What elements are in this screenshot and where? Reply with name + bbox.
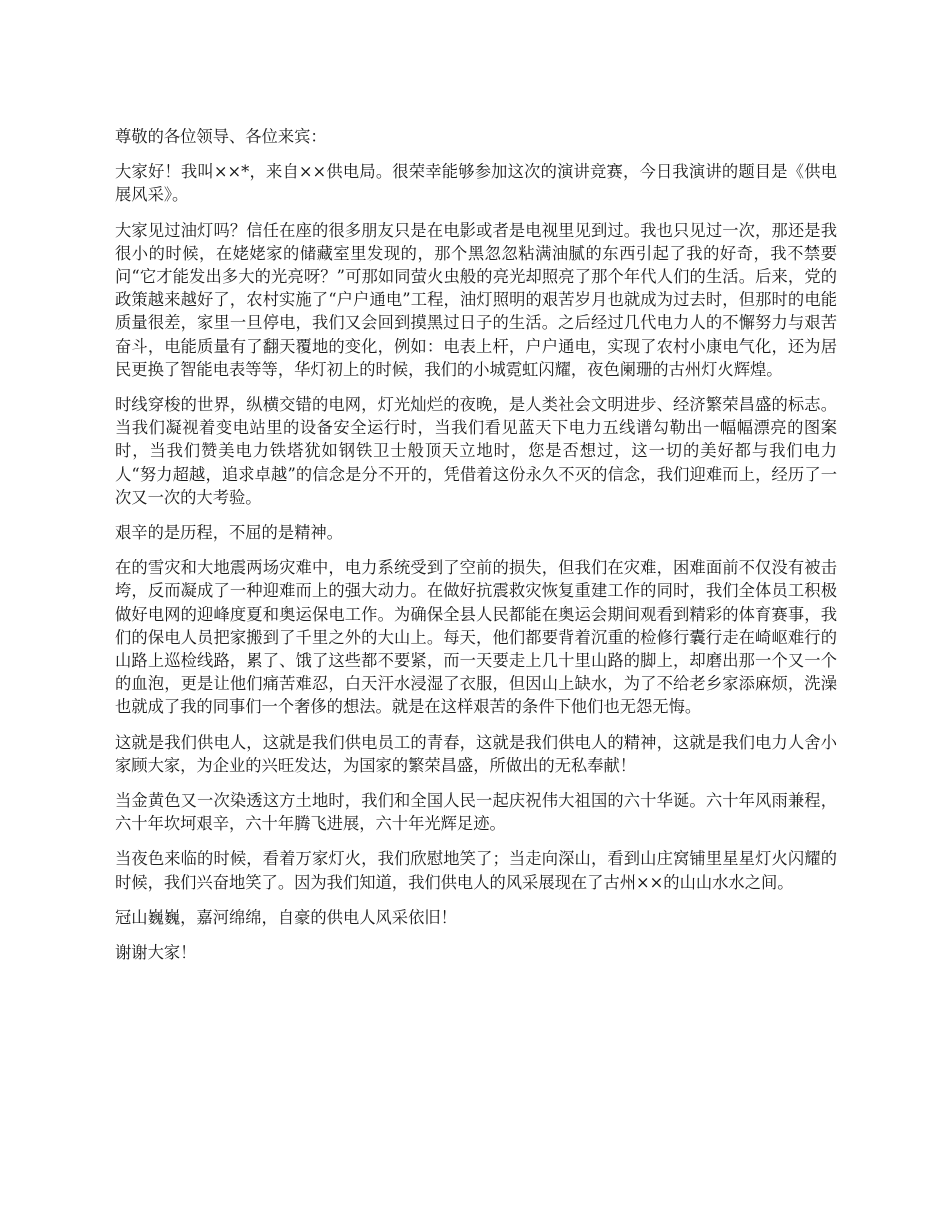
body-paragraph: 时线穿梭的世界，纵横交错的电网，灯光灿烂的夜晚，是人类社会文明进步、经济繁荣昌盛的标志。当我们凝视着变电站里的设备安全运行时，当我们看见蓝天下电力五线谱勾勒出一幅幅漂亮的图案时，当我们赞美电力铁塔犹如钢铁卫士般顶天立地时，您是否想过，这一切的美好都与我们电力人“努力超越，追求卓越”的信念是分不开的，凭借着这份永久不灭的信念，我们迎难而上，经历了一次又一次的大考验。 xyxy=(115,395,837,507)
body-paragraph: 在的雪灾和大地震两场灾难中，电力系统受到了空前的损失，但我们在灾难，困难面前不仅没有被击垮，反而凝成了一种迎难而上的强大动力。在做好抗震救灾恢复重建工作的同时，我们全体员工积极做好电网的迎峰度夏和奥运保电工作。为确保全县人民都能在奥运会期间观看到精彩的体育赛事，我们的保电人员把家搬到了千里之外的大山上。每天，他们都要背着沉重的检修行囊行走在崎岖难行的山路上巡检线路，累了、饿了这些都不要紧，而一天要走上几十里山路的脚上，却磨出那一个又一个的血泡，更是让他们痛苦难忍，白天汗水浸湿了衣服，但因山上缺水，为了不给老乡家添麻烦，洗澡也就成了我的同事们一个奢侈的想法。就是在这样艰苦的条件下他们也无怨无悔。 xyxy=(115,558,837,717)
body-paragraph: 大家见过油灯吗？信任在座的很多朋友只是在电影或者是电视里见到过。我也只见过一次，那还是我很小的时候，在姥姥家的储藏室里发现的，那个黑忽忽粘满油腻的东西引起了我的好奇，我不禁要问“它才能发出多大的光亮呀？”可那如同萤火虫般的亮光却照亮了那个年代人们的生活。后来，党的政策越来越好了，农村实施了“户户通电”工程，油灯照明的艰苦岁月也就成为过去时，但那时的电能质量很差，家里一旦停电，我们又会回到摸黑过日子的生活。之后经过几代电力人的不懈努力与艰苦奋斗，电能质量有了翻天覆地的变化，例如：电表上杆，户户通电，实现了农村小康电气化，还为居民更换了智能电表等等，华灯初上的时候，我们的小城霓虹闪耀，夜色阑珊的古州灯火辉煌。 xyxy=(115,220,837,379)
body-paragraph: 当金黄色又一次染透这方土地时，我们和全国人民一起庆祝伟大祖国的六十华诞。六十年风雨兼程，六十年坎坷艰辛，六十年腾飞进展，六十年光辉足迹。 xyxy=(115,791,837,834)
body-paragraph: 当夜色来临的时候，看着万家灯火，我们欣慰地笑了；当走向深山，看到山庄窝铺里星星灯火闪耀的时候，我们兴奋地笑了。因为我们知道，我们供电人的风采展现在了古州××的山山水水之间。 xyxy=(115,849,837,892)
thanks-line: 谢谢大家！ xyxy=(115,943,197,963)
closing-line: 冠山巍巍，嘉河绵绵，自豪的供电人风采依旧！ xyxy=(115,907,457,927)
body-paragraph: 这就是我们供电人，这就是我们供电员工的青春，这就是我们供电人的精神，这就是我们电力人舍小家顾大家，为企业的兴旺发达，为国家的繁荣昌盛，所做出的无私奉献！ xyxy=(115,732,837,775)
body-paragraph: 艰辛的是历程，不屈的是精神。 xyxy=(115,523,343,543)
introduction-paragraph: 大家好！我叫××*，来自××供电局。很荣幸能够参加这次的演讲竞赛，今日我演讲的题目是《供电展风采》。 xyxy=(115,162,837,205)
document-body xyxy=(115,125,837,976)
salutation: 尊敬的各位领导、各位来宾： xyxy=(115,127,327,146)
